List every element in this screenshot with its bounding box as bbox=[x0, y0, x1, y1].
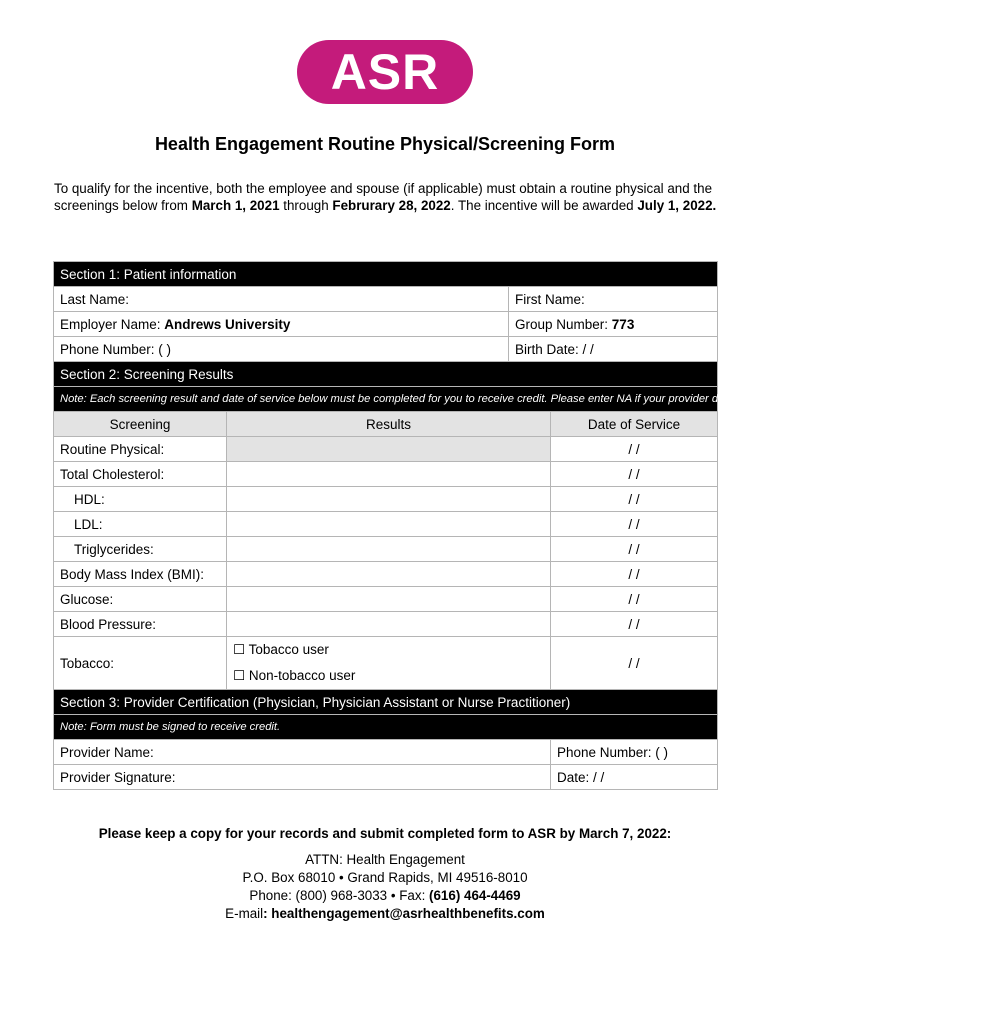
provider-name-field[interactable]: Provider Name: bbox=[54, 740, 551, 765]
screening-label: HDL: bbox=[54, 487, 227, 512]
logo-container bbox=[0, 40, 770, 104]
fax-number: (616) 464-4469 bbox=[429, 888, 521, 903]
provider-date-field[interactable]: Date: / / bbox=[551, 765, 718, 790]
birth-date-field[interactable]: Birth Date: / / bbox=[509, 337, 718, 362]
section3-header: Section 3: Provider Certification (Physician, Physician Assistant or Nurse Practitioner) bbox=[54, 690, 718, 715]
group-value: 773 bbox=[611, 316, 635, 332]
attn-line: ATTN: Health Engagement bbox=[305, 852, 465, 867]
bmi-result[interactable] bbox=[227, 562, 551, 587]
asr-logo: ASR bbox=[297, 40, 473, 104]
routine-physical-result bbox=[227, 437, 551, 462]
ldl-date[interactable]: / / bbox=[551, 512, 718, 537]
glucose-date[interactable]: / / bbox=[551, 587, 718, 612]
total-cholesterol-date[interactable]: / / bbox=[551, 462, 718, 487]
intro-paragraph: To qualify for the incentive, both the employee and spouse (if applicable) must obtain a routine physical and the screenings below from March 1, 2021 through Februrary 28, 2022. The incentive will be awarded July 1, 2022. bbox=[54, 181, 717, 213]
screening-label: Total Cholesterol: bbox=[54, 462, 227, 487]
glucose-result[interactable] bbox=[227, 587, 551, 612]
table-row bbox=[54, 437, 718, 462]
date-column-header: Date of Service bbox=[551, 412, 718, 437]
section3-note: Note: Form must be signed to receive credit. bbox=[54, 715, 718, 740]
last-name-field[interactable]: Last Name: bbox=[54, 287, 509, 312]
screening-label: Glucose: bbox=[54, 587, 227, 612]
screening-column-header: Screening bbox=[54, 412, 227, 437]
first-name-field[interactable]: First Name: bbox=[509, 287, 718, 312]
provider-phone-field[interactable]: Phone Number: ( ) bbox=[551, 740, 718, 765]
non-tobacco-user-checkbox[interactable]: ☐ Non-tobacco user bbox=[233, 668, 356, 683]
routine-physical-date[interactable]: / / bbox=[551, 437, 718, 462]
group-number-field: Group Number: 773 bbox=[509, 312, 718, 337]
tobacco-options bbox=[227, 637, 551, 690]
employer-value: Andrews University bbox=[164, 316, 291, 332]
screening-form-table bbox=[53, 261, 992, 790]
section2-note: Note: Each screening result and date of service below must be completed for you to receive credit. Please enter NA if your provider deems a test is not necessary or PG if you are pregnant. bbox=[54, 387, 718, 412]
start-date: March 1, 2021 bbox=[191, 198, 280, 213]
triglycerides-date[interactable]: / / bbox=[551, 537, 718, 562]
phone-number-field[interactable]: Phone Number: ( ) bbox=[54, 337, 509, 362]
employer-name-field: Employer Name: Andrews University bbox=[54, 312, 509, 337]
section1-header: Section 1: Patient information bbox=[54, 262, 718, 287]
phone-fax-line: Phone: (800) 968-3033 • Fax: (616) 464-4469 bbox=[249, 888, 521, 903]
table-row bbox=[54, 587, 718, 612]
screening-label: Triglycerides: bbox=[54, 537, 227, 562]
bmi-date[interactable]: / / bbox=[551, 562, 718, 587]
screening-label: Tobacco: bbox=[54, 637, 227, 690]
section2-header: Section 2: Screening Results bbox=[54, 362, 718, 387]
provider-signature-field[interactable]: Provider Signature: bbox=[54, 765, 551, 790]
blood-pressure-result[interactable] bbox=[227, 612, 551, 637]
po-box-line: P.O. Box 68010 • Grand Rapids, MI 49516-8010 bbox=[242, 870, 528, 885]
table-row bbox=[54, 537, 718, 562]
total-cholesterol-result[interactable] bbox=[227, 462, 551, 487]
screening-label: Routine Physical: bbox=[54, 437, 227, 462]
table-row bbox=[54, 612, 718, 637]
hdl-date[interactable]: / / bbox=[551, 487, 718, 512]
screening-label: Blood Pressure: bbox=[54, 612, 227, 637]
screening-label: LDL: bbox=[54, 512, 227, 537]
footer bbox=[0, 826, 770, 923]
table-row bbox=[54, 512, 718, 537]
table-row bbox=[54, 462, 718, 487]
email-line: E-mail: healthengagement@asrhealthbenefits.com bbox=[225, 906, 545, 921]
blood-pressure-date[interactable]: / / bbox=[551, 612, 718, 637]
table-row bbox=[54, 637, 718, 690]
tobacco-date[interactable]: / / bbox=[551, 637, 718, 690]
tobacco-user-checkbox[interactable]: ☐ Tobacco user bbox=[233, 642, 329, 657]
email-address[interactable]: : healthengagement@asrhealthbenefits.com bbox=[263, 906, 545, 921]
table-row bbox=[54, 562, 718, 587]
results-column-header: Results bbox=[227, 412, 551, 437]
end-date: Februrary 28, 2022 bbox=[332, 198, 451, 213]
award-date: July 1, 2022. bbox=[637, 198, 717, 213]
submit-instructions: Please keep a copy for your records and submit completed form to ASR by March 7, 2022: bbox=[98, 826, 672, 841]
table-row bbox=[54, 487, 718, 512]
hdl-result[interactable] bbox=[227, 487, 551, 512]
screening-label: Body Mass Index (BMI): bbox=[54, 562, 227, 587]
triglycerides-result[interactable] bbox=[227, 537, 551, 562]
ldl-result[interactable] bbox=[227, 512, 551, 537]
form-title: Health Engagement Routine Physical/Screening Form bbox=[154, 134, 616, 154]
